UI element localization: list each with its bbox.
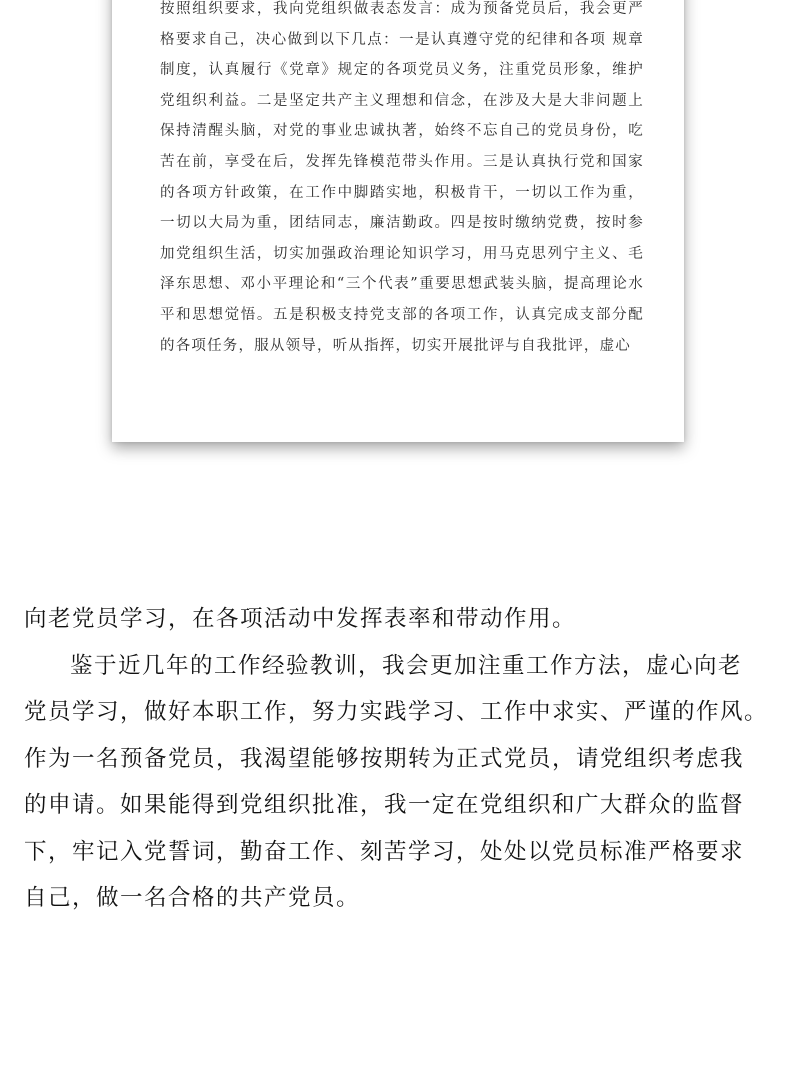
preview-line: 制度，认真履行《党章》规定的各项党员义务，注重党员形象，维护 [160, 62, 644, 79]
preview-line: 一切以大局为重，团结同志，廉洁勤政。四是按时缴纳党费，按时参 [160, 215, 644, 232]
body-line: 向老党员学习，在各项活动中发挥表率和带动作用。 [24, 606, 577, 632]
preview-line: 苦在前，享受在后，发挥先锋模范带头作用。三是认真执行党和国家 [160, 153, 644, 170]
preview-line: 保持清醒头脑，对党的事业忠诚执著，始终不忘自己的党员身份，吃 [160, 123, 644, 140]
preview-line: 按照组织要求，我向党组织做表态发言：成为预备党员后，我会更严 [160, 1, 644, 17]
body-line: 作为一名预备党员，我渴望能够按期转为正式党员，请党组织考虑我 [24, 745, 745, 772]
body-line: 党员学习，做好本职工作，努力实践学习、工作中求实、严谨的作风。 [24, 699, 769, 725]
preview-line: 平和思想觉悟。五是积极支持党支部的各项工作，认真完成支部分配 [160, 306, 644, 323]
body-line: 鉴于近几年的工作经验教训，我会更加注重工作方法，虚心向老 [70, 652, 743, 679]
preview-line: 党组织利益。二是坚定共产主义理想和信念，在涉及大是大非问题上 [160, 92, 644, 109]
preview-line: 的各项方针政策，在工作中脚踏实地，积极肯干，一切以工作为重， [160, 184, 644, 201]
preview-line: 泽东思想、邓小平理论和“三个代表”重要思想武装头脑，提高理论水 [160, 276, 644, 293]
preview-paragraph [160, 0, 644, 361]
body-line: 的申请。如果能得到党组织批准，我一定在党组织和广大群众的监督 [24, 792, 745, 818]
preview-line: 加党组织生活，切实加强政治理论知识学习，用马克思列宁主义、毛 [160, 245, 644, 262]
body-line: 下，牢记入党誓词，勤奋工作、刻苦学习，处处以党员标准严格要求 [24, 838, 745, 865]
document-page-preview [112, 0, 684, 442]
body-line: 自己，做一名合格的共产党员。 [24, 885, 361, 911]
body-paragraph [24, 596, 784, 922]
preview-line: 格要求自己，决心做到以下几点：一是认真遵守党的纪律和各项 规章 [160, 31, 644, 48]
preview-line: 的各项任务，服从领导，听从指挥，切实开展批评与自我批评，虚心 [160, 337, 631, 354]
